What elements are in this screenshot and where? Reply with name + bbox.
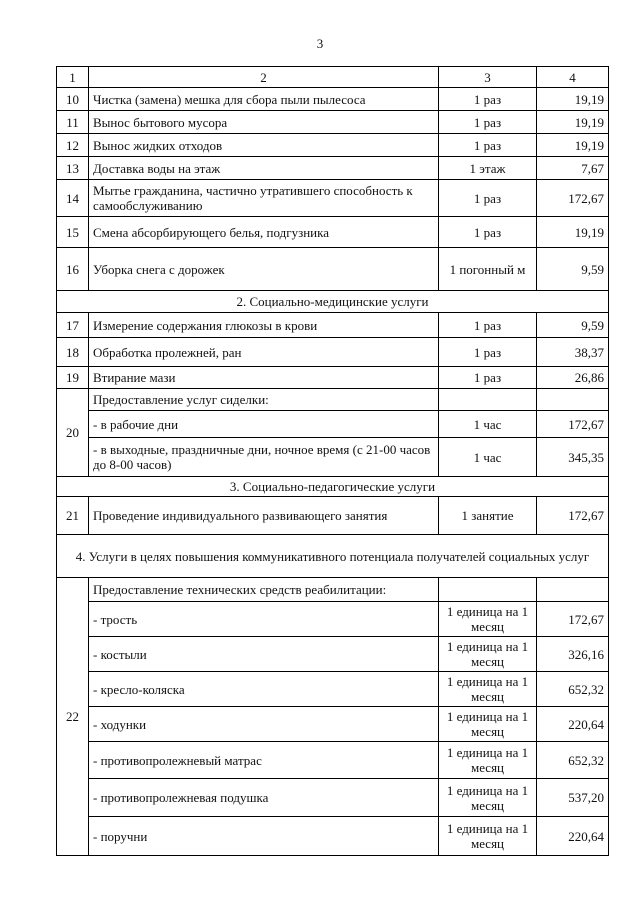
table-row [57,313,609,338]
service-name: - поручни [89,817,439,856]
row-number: 22 [57,578,89,856]
service-name: Проведение индивидуального развивающего занятия [89,497,439,535]
col-header-1: 1 [57,67,89,88]
service-unit: 1 этаж [439,157,537,180]
col-header-3: 3 [439,67,537,88]
col-header-4: 4 [537,67,609,88]
service-name: Уборка снега с дорожек [89,248,439,291]
table-row [57,578,609,602]
table-row [57,338,609,367]
service-price: 19,19 [537,111,609,134]
price-table [56,66,609,856]
service-name: - противопролежневая подушка [89,779,439,817]
service-unit: 1 единица на 1 месяц [439,637,537,672]
service-name: Чистка (замена) мешка для сбора пыли пылесоса [89,88,439,111]
service-unit: 1 раз [439,217,537,248]
service-unit: 1 раз [439,338,537,367]
empty-cell [439,578,537,602]
service-name: Доставка воды на этаж [89,157,439,180]
service-unit: 1 раз [439,111,537,134]
table-row [57,248,609,291]
service-price: 537,20 [537,779,609,817]
service-price: 326,16 [537,637,609,672]
table-row [57,157,609,180]
service-price: 38,37 [537,338,609,367]
service-price: 19,19 [537,134,609,157]
service-unit: 1 единица на 1 месяц [439,779,537,817]
service-name: - противопролежневый матрас [89,742,439,779]
table-row [57,602,609,637]
table-row [57,180,609,217]
service-name: Обработка пролежней, ран [89,338,439,367]
row-number: 12 [57,134,89,157]
service-price: 172,67 [537,497,609,535]
table-row [57,367,609,389]
service-name: - в выходные, праздничные дни, ночное время (с 21-00 часов до 8-00 часов) [89,438,439,477]
service-price: 220,64 [537,817,609,856]
service-price: 172,67 [537,180,609,217]
service-price: 172,67 [537,411,609,438]
row-number: 10 [57,88,89,111]
table-row [57,779,609,817]
empty-cell [537,578,609,602]
service-name: - в рабочие дни [89,411,439,438]
table-row [57,707,609,742]
service-price: 9,59 [537,313,609,338]
service-unit: 1 занятие [439,497,537,535]
service-price: 7,67 [537,157,609,180]
row-number: 11 [57,111,89,134]
table-row [57,134,609,157]
service-name: - кресло-коляска [89,672,439,707]
service-name: Вынос бытового мусора [89,111,439,134]
service-unit: 1 час [439,411,537,438]
table-row [57,411,609,438]
service-price: 652,32 [537,742,609,779]
service-price: 345,35 [537,438,609,477]
table-row [57,111,609,134]
service-unit: 1 раз [439,180,537,217]
table-row [57,88,609,111]
service-name: Втирание мази [89,367,439,389]
service-price: 9,59 [537,248,609,291]
service-price: 220,64 [537,707,609,742]
table-row [57,817,609,856]
table-row [57,438,609,477]
empty-cell [439,389,537,411]
section-row [57,535,609,578]
service-name: Измерение содержания глюкозы в крови [89,313,439,338]
section-title: 3. Социально-педагогические услуги [57,477,609,497]
service-price: 652,32 [537,672,609,707]
service-name: - костыли [89,637,439,672]
row-number: 16 [57,248,89,291]
row-number: 15 [57,217,89,248]
service-name: Мытье гражданина, частично утратившего способность к самообслуживанию [89,180,439,217]
section-title: 4. Услуги в целях повышения коммуникативного потенциала получателей социальных услуг [57,535,609,578]
service-unit: 1 единица на 1 месяц [439,817,537,856]
service-price: 19,19 [537,88,609,111]
table-row [57,742,609,779]
service-unit: 1 единица на 1 месяц [439,672,537,707]
service-unit: 1 час [439,438,537,477]
section-row [57,291,609,313]
row-number: 20 [57,389,89,477]
table-row [57,672,609,707]
row-number: 14 [57,180,89,217]
service-group-title: Предоставление услуг сиделки: [89,389,439,411]
service-unit: 1 раз [439,134,537,157]
row-number: 17 [57,313,89,338]
section-row [57,477,609,497]
col-header-2: 2 [89,67,439,88]
row-number: 19 [57,367,89,389]
table-row [57,389,609,411]
table-row [57,637,609,672]
section-title: 2. Социально-медицинские услуги [57,291,609,313]
service-price: 19,19 [537,217,609,248]
service-name: Смена абсорбирующего белья, подгузника [89,217,439,248]
row-number: 18 [57,338,89,367]
service-name: - ходунки [89,707,439,742]
service-unit: 1 единица на 1 месяц [439,707,537,742]
service-unit: 1 раз [439,313,537,338]
row-number: 21 [57,497,89,535]
service-group-title: Предоставление технических средств реабилитации: [89,578,439,602]
service-name: Вынос жидких отходов [89,134,439,157]
service-unit: 1 раз [439,367,537,389]
service-unit: 1 раз [439,88,537,111]
service-name: - трость [89,602,439,637]
row-number: 13 [57,157,89,180]
page-number: 3 [316,36,324,51]
header-row [57,67,609,88]
table-row [57,497,609,535]
service-price: 172,67 [537,602,609,637]
service-unit: 1 погонный м [439,248,537,291]
empty-cell [537,389,609,411]
service-price: 26,86 [537,367,609,389]
table-row [57,217,609,248]
service-unit: 1 единица на 1 месяц [439,602,537,637]
service-unit: 1 единица на 1 месяц [439,742,537,779]
